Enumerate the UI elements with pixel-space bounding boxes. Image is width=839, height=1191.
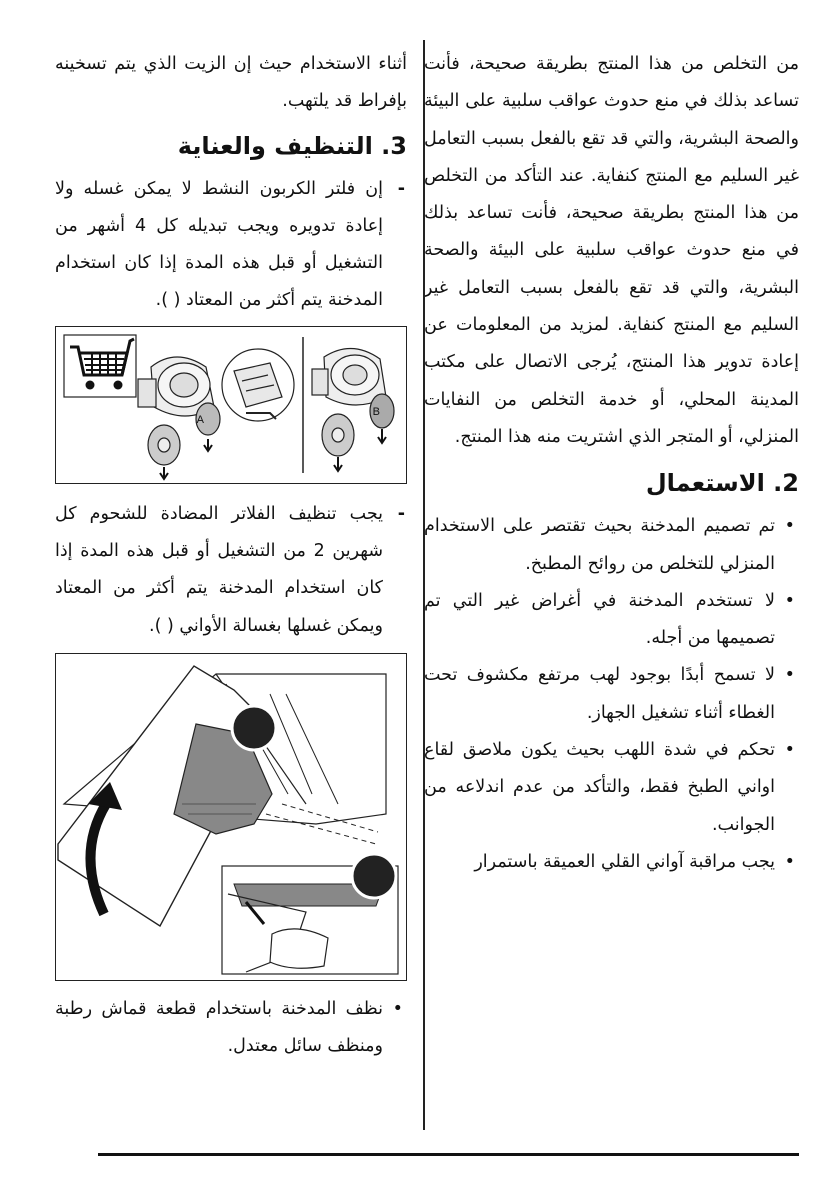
left-column xyxy=(55,46,407,1066)
step-2-marker xyxy=(352,854,396,898)
carbon-filter-figure xyxy=(55,326,407,484)
usage-item: • لا تسمح أبدًا بوجود لهب مرتفع مكشوف تحت الغطاء أثناء تشغيل الجهاز. xyxy=(424,657,799,732)
label-b: B xyxy=(372,405,380,418)
usage-list xyxy=(424,508,799,881)
grease-filter-figure xyxy=(55,653,407,981)
zoom-detail xyxy=(222,349,294,421)
usage-item: • لا تستخدم المدخنة في أغراض غير التي تم تصميمها من أجله. xyxy=(424,583,799,658)
usage-item: • تحكم في شدة اللهب بحيث يكون ملاصق لقاع اواني الطبخ فقط، والتأكد من عدم اندلاعه من الجوانب. xyxy=(424,732,799,844)
usage-item: • تم تصميم المدخنة بحيث تقتصر على الاستخدام المنزلي للتخلص من روائح المطبخ. xyxy=(424,508,799,583)
label-a: A xyxy=(196,413,204,426)
grease-filter-illustration xyxy=(56,654,406,980)
column-divider xyxy=(423,40,425,1130)
usage-item: • يجب مراقبة آواني القلي العميقة باستمرار xyxy=(424,844,799,881)
shopping-cart-icon xyxy=(64,335,136,397)
bottom-rule xyxy=(98,1153,799,1156)
wipe-clean-item: • نظف المدخنة باستخدام قطعة قماش رطبة ومنظف سائل معتدل. xyxy=(55,991,407,1066)
cleaning-heading: 3. التنظيف والعناية xyxy=(177,131,407,160)
cleaning-list-2 xyxy=(55,496,407,645)
step-1-marker xyxy=(232,706,276,750)
cleaning-list-1 xyxy=(55,171,407,320)
blower-unit-b xyxy=(312,348,394,471)
cleaning-list-3 xyxy=(55,991,407,1066)
blower-unit-a xyxy=(138,357,220,479)
usage-heading: 2. الاستعمال xyxy=(645,469,799,498)
carbon-filter-item: - إن فلتر الكربون النشط لا يمكن غسله ولا إعادة تدويره ويجب تبديله كل 4 أشهر من التشغيل أو قبل هذه المدة إذا كان استخدام المدخنة يتم أكثر من المعتاد ( ). xyxy=(55,171,407,320)
hand-icon xyxy=(270,929,328,968)
disposal-paragraph: من التخلص من هذا المنتج بطريقة صحيحة، فأنت تساعد بذلك في منع حدوث عواقب سلبية على البيئة والصحة البشرية، والتي قد تقع بالفعل بسبب التعامل غير السليم مع المنتج كنفاية. عند التأكد من التخلص من هذا المنتج بطريقة صحيحة، فأنت تساعد بذلك في منع حدوث عواقب سلبية على البيئة والصحة البشرية، والتي قد تقع بالفعل بسبب التعامل غير السليم مع المنتج كنفاية. لمزيد من المعلومات عن إعادة تدوير هذا المنتج، يُرجى الاتصال على مكتب المدينة المحلي، أو خدمة التخلص من النفايات المنزلي، أو المتجر الذي اشتريت منه هذا المنتج. xyxy=(424,54,799,447)
grease-filter-item: - يجب تنظيف الفلاتر المضادة للشحوم كل شهرين 2 من التشغيل أو قبل هذه المدة إذا كان استخدام المدخنة يتم أكثر من المعتاد ويمكن غسلها بغسالة الأواني ( ). xyxy=(55,496,407,645)
continuation-paragraph: أثناء الاستخدام حيث إن الزيت الذي يتم تسخينه بإفراط قد يلتهب. xyxy=(55,54,407,112)
carbon-filter-illustration xyxy=(56,327,406,483)
right-column xyxy=(424,46,799,881)
